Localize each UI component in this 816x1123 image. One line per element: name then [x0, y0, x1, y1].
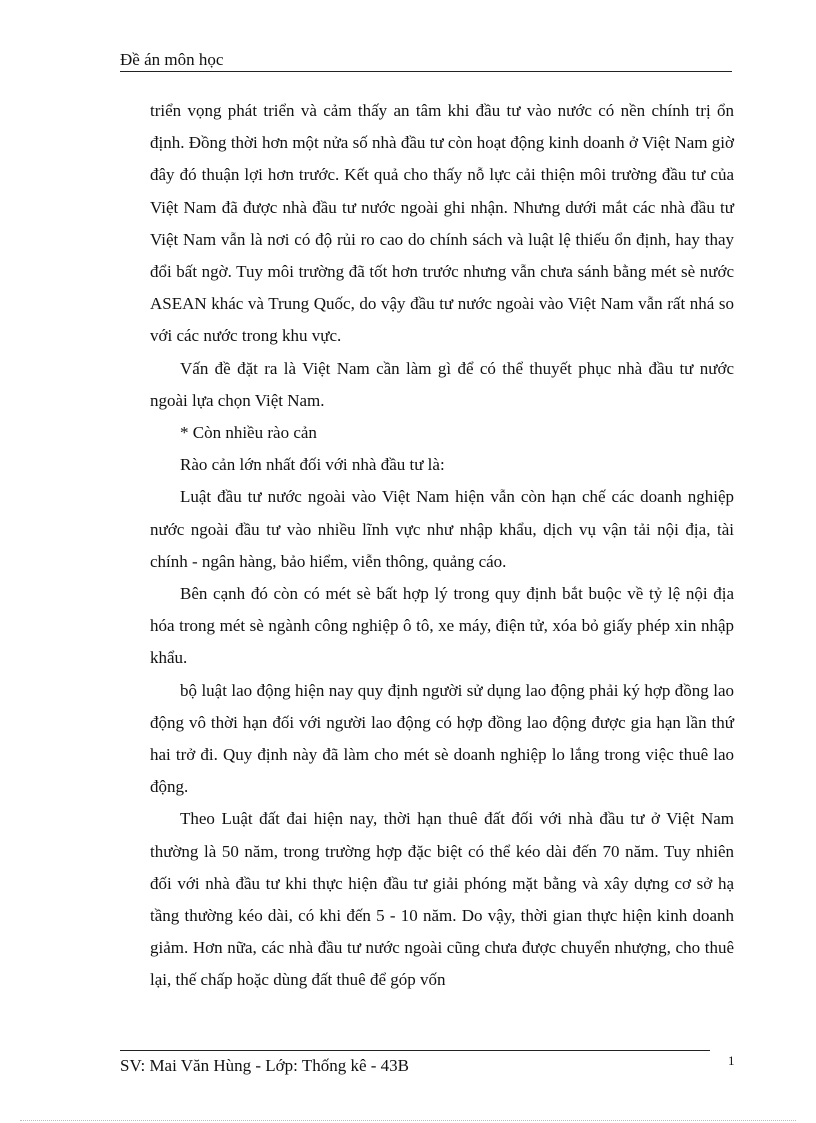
paragraph-7: bộ luật lao động hiện nay quy định người sử dụng lao động phải ký hợp đồng lao động vô thời hạn đối với người lao động có hợp đồng lao động được gia hạn lần thứ hai trở đi. Quy định này đã làm cho mét sè doanh nghiệp lo lắng trong việc thuê lao động.	[150, 680, 734, 797]
paragraph-8: Theo Luật đất đai hiện nay, thời hạn thuê đất đối với nhà đầu tư ở Việt Nam thường là 50 năm, trong trường hợp đặc biệt có thể kéo dài đến 70 năm. Tuy nhiên đối với nhà đầu tư khi thực hiện đầu tư giải phóng mặt bằng và xây dựng cơ sở hạ tầng thường kéo dài, có khi đến 5 - 10 năm. Do vậy, thời gian thực hiện kinh doanh giảm. Hơn nữa, các nhà đầu tư nước ngoài cũng chưa được chuyển nhượng, cho thuê lại, thế chấp hoặc dùng đất thuê để góp vốn	[150, 809, 734, 990]
header-divider	[120, 71, 732, 72]
paragraph-3: * Còn nhiều rào cản	[180, 423, 317, 443]
paragraph-2: Vấn đề đặt ra là Việt Nam cần làm gì để có thể thuyết phục nhà đầu tư nước ngoài lựa chọn Việt Nam.	[150, 358, 734, 410]
page-footer-text: SV: Mai Văn Hùng - Lớp: Thống kê - 43B	[120, 1056, 409, 1075]
paragraph-1: triển vọng phát triển và cảm thấy an tâm khi đầu tư vào nước có nền chính trị ổn định. Đồng thời hơn một nửa số nhà đầu tư còn hoạt động kinh doanh ở Việt Nam giờ đây đó thuận lợi hơn trước. Kết quả cho thấy nỗ lực cải thiện môi trường đầu tư của Việt Nam đã được nhà đầu tư nước ngoài ghi nhận. Nhưng dưới mắt các nhà đầu tư Việt Nam vẫn là nơi có độ rủi ro cao do chính sách và luật lệ thiếu ổn định, hay thay đổi bất ngờ. Tuy môi trường đã tốt hơn trước nhưng vẫn chưa sánh bằng mét sè nước ASEAN khác và Trung Quốc, do vậy đầu tư nước ngoài vào Việt Nam vẫn rất nhá so với các nước trong khu vực.	[150, 101, 734, 346]
page-bottom-border	[20, 1120, 796, 1121]
paragraph-5: Luật đầu tư nước ngoài vào Việt Nam hiện vẫn còn hạn chế các doanh nghiệp nước ngoài đầu tư vào nhiều lĩnh vực như nhập khẩu, dịch vụ vận tải nội địa, tài chính - ngân hàng, bảo hiểm, viễn thông, quảng cáo.	[150, 487, 734, 571]
page-header-title: Đề án môn học	[120, 50, 224, 69]
document-body	[150, 95, 734, 997]
paragraph-6: Bên cạnh đó còn có mét sè bất hợp lý trong quy định bắt buộc về tỷ lệ nội địa hóa trong mét sè ngành công nghiệp ô tô, xe máy, điện tử, xóa bỏ giấy phép xin nhập khẩu.	[150, 584, 734, 668]
paragraph-4: Rào cản lớn nhất đối với nhà đầu tư là:	[180, 455, 445, 475]
footer-divider	[120, 1050, 710, 1051]
page-number: 1	[728, 1053, 735, 1068]
